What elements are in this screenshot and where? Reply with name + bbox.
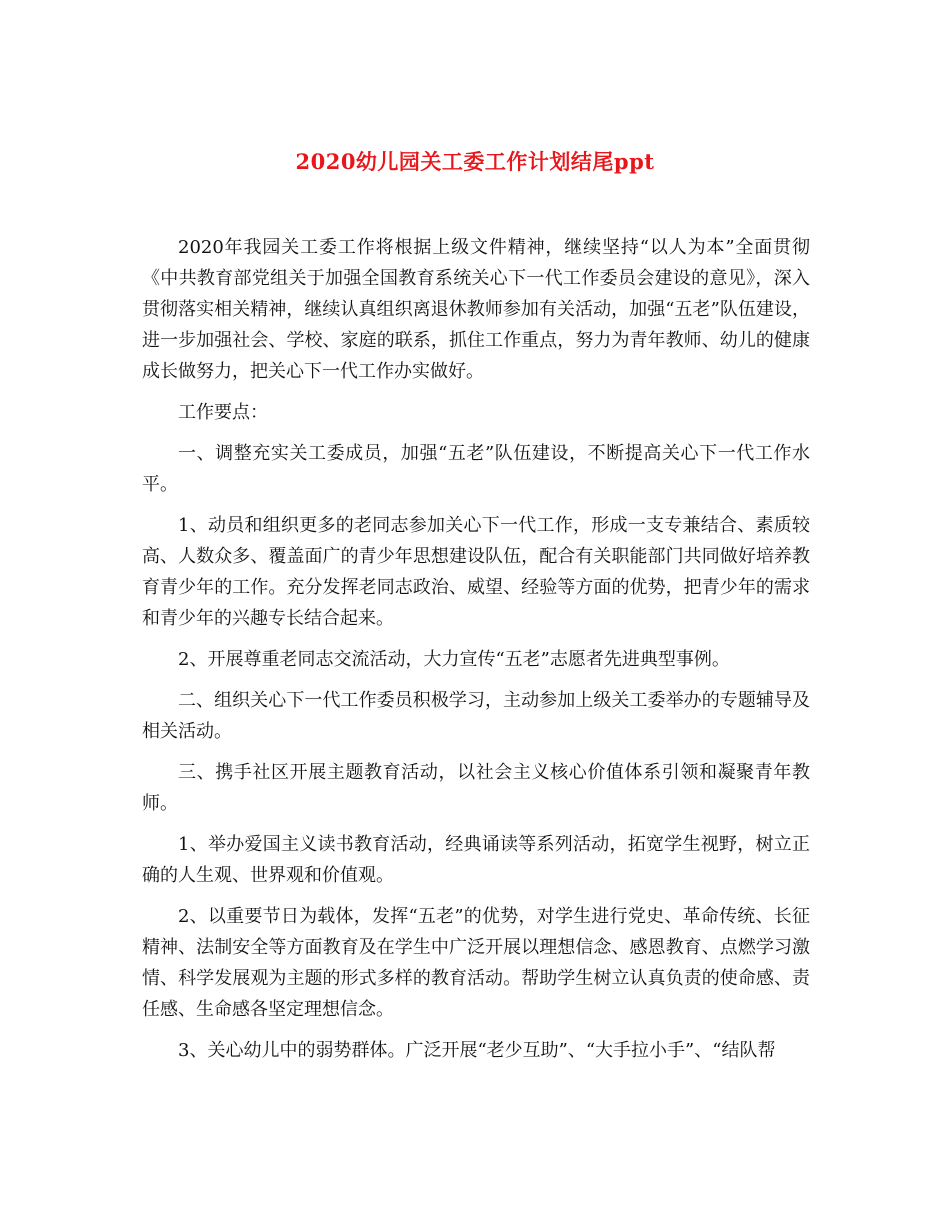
paragraph-item-3-2: 2、以重要节日为载体，发挥“五老”的优势，对学生进行党史、革命传统、长征精神、法制安全等方面教育及在学生中广泛开展以理想信念、感恩教育、点燃学习激情、科学发展观为主题的形式多样的教育活动。帮助学生树立认真负责的使命感、责任感、生命感各坚定理想信念。 (142, 906, 810, 1020)
paragraph-section-2: 二、组织关心下一代工作委员积极学习，主动参加上级关工委举办的专题辅导及相关活动。 (142, 690, 810, 742)
document-body (142, 232, 810, 1076)
paragraph-item-1-2: 2、开展尊重老同志交流活动，大力宣传“五老”志愿者先进典型事例。 (178, 649, 730, 670)
paragraph-item-3-3: 3、关心幼儿中的弱势群体。广泛开展“老少互助”、“大手拉小手”、“结队帮 (178, 1040, 776, 1061)
paragraph-item-1-1: 1、动员和组织更多的老同志参加关心下一代工作，形成一支专兼结合、素质较高、人数众多、覆盖面广的青少年思想建设队伍，配合有关职能部门共同做好培养教育青少年的工作。充分发挥老同志政治、威望、经验等方面的优势，把青少年的需求和青少年的兴趣专长结合起来。 (142, 515, 810, 629)
paragraph-section-1: 一、调整充实关工委成员，加强“五老”队伍建设，不断提高关心下一代工作水平。 (142, 443, 810, 495)
paragraph-intro: 2020年我园关工委工作将根据上级文件精神，继续坚持“以人为本”全面贯彻《中共教育部党组关于加强全国教育系统关心下一代工作委员会建设的意见》，深入贯彻落实相关精神，继续认真组织离退休教师参加有关活动，加强“五老”队伍建设，进一步加强社会、学校、家庭的联系，抓住工作重点，努力为青年教师、幼儿的健康成长做努力，把关心下一代工作办实做好。 (142, 237, 810, 382)
document-title: 2020幼儿园关工委工作计划结尾ppt (295, 149, 655, 174)
paragraph-item-3-1: 1、举办爱国主义读书教育活动，经典诵读等系列活动，拓宽学生视野，树立正确的人生观、世界观和价值观。 (142, 834, 810, 886)
paragraph-work-points: 工作要点： (178, 402, 268, 423)
paragraph-section-3: 三、携手社区开展主题教育活动，以社会主义核心价值体系引领和凝聚青年教师。 (142, 762, 810, 814)
